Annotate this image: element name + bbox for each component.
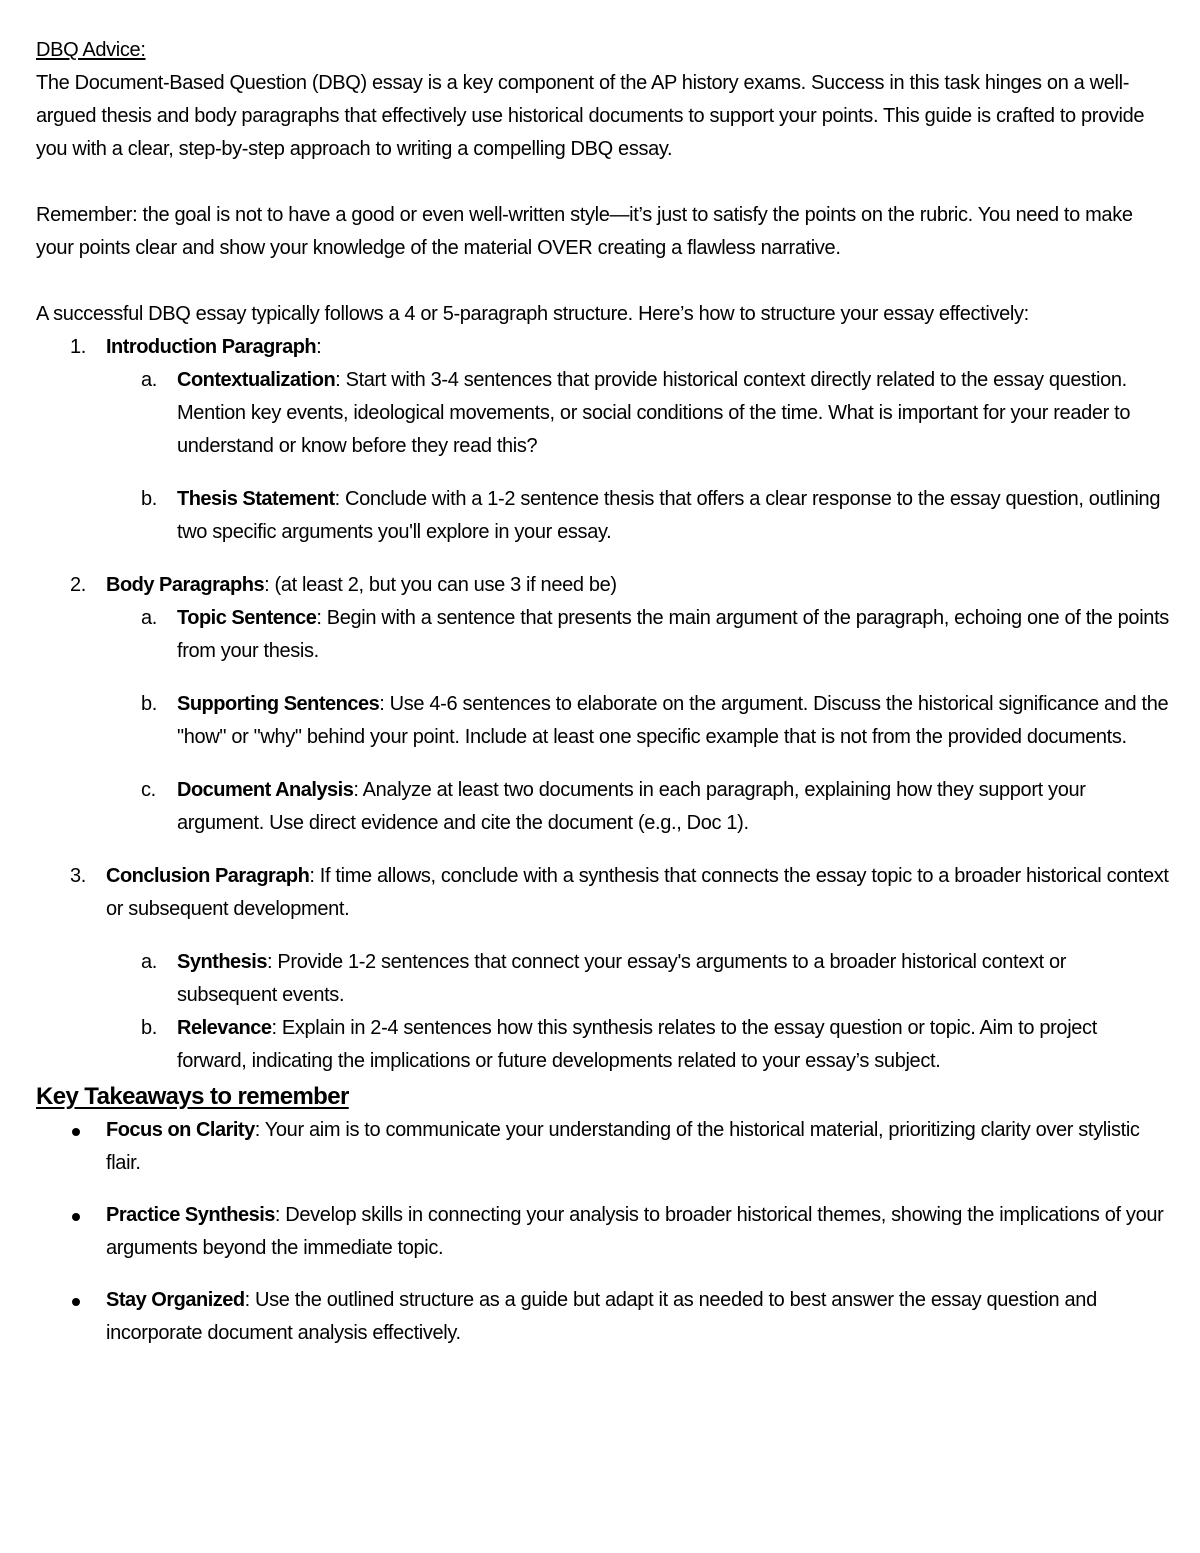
item-title: Contextualization [177, 369, 336, 391]
list-item [36, 602, 1170, 668]
list-item [36, 688, 1170, 754]
list-marker: c. [141, 779, 156, 801]
takeaway-item [36, 1114, 1170, 1180]
list-item [36, 946, 1170, 1012]
list-item [36, 483, 1170, 549]
list-marker: a. [141, 607, 157, 629]
takeaway-item [36, 1199, 1170, 1265]
item-title: Synthesis [177, 951, 267, 973]
section-title: Body Paragraphs [106, 574, 265, 596]
section-body-paragraphs [36, 569, 1170, 602]
item-text: : Start with 3-4 sentences that provide historical context directly related to the essay question. Mention key events, ideological movements, or social conditions of the time. What is important for your reader to understand or know before they read this? [177, 369, 1131, 457]
takeaway-text: : Your aim is to communicate your understanding of the historical material, prioritizing clarity over stylistic flair. [106, 1119, 1140, 1174]
list-item [36, 774, 1170, 840]
list-item [36, 1012, 1170, 1078]
takeaway-item [36, 1284, 1170, 1350]
section-conclusion [36, 860, 1170, 926]
item-text: : Conclude with a 1-2 sentence thesis that offers a clear response to the essay question, outlining two specific arguments you'll explore in your essay. [177, 488, 1161, 543]
item-title: Topic Sentence [177, 607, 317, 629]
list-marker: a. [141, 951, 157, 973]
item-title: Relevance [177, 1017, 272, 1039]
bullet-icon [72, 1128, 80, 1136]
list-marker: a. [141, 369, 157, 391]
section-introduction [36, 331, 1170, 364]
section-title: Introduction Paragraph [106, 336, 317, 358]
takeaways-heading: Key Takeaways to remember [36, 1083, 349, 1110]
list-marker: b. [141, 693, 157, 715]
list-marker: 1. [70, 336, 86, 358]
item-text: : Use 4-6 sentences to elaborate on the argument. Discuss the historical significance and the "how" or "why" behind your point. Include at least one specific example that is not from the provided documents. [177, 693, 1169, 748]
list-item [36, 364, 1170, 463]
item-title: Supporting Sentences [177, 693, 380, 715]
doc-title: DBQ Advice: [36, 39, 146, 61]
takeaway-text: : Develop skills in connecting your analysis to broader historical themes, showing the implications of your arguments beyond the immediate topic. [106, 1204, 1164, 1259]
list-marker: b. [141, 488, 157, 510]
section-text: : [316, 336, 322, 358]
remember-paragraph: Remember: the goal is not to have a good or even well-written style—it’s just to satisfy the points on the rubric. You need to make your points clear and show your knowledge of the material OVER creating a flawless narrative. [36, 204, 1133, 259]
item-text: : Analyze at least two documents in each paragraph, explaining how they support your argument. Use direct evidence and cite the document (e.g., Doc 1). [177, 779, 1086, 834]
takeaways-list [36, 1114, 1170, 1350]
bullet-icon [72, 1298, 80, 1306]
takeaway-title: Stay Organized [106, 1289, 245, 1311]
section-text: : If time allows, conclude with a synthesis that connects the essay topic to a broader historical context or subsequent development. [106, 865, 1169, 920]
structure-list [36, 331, 1170, 1078]
takeaway-text: : Use the outlined structure as a guide but adapt it as needed to best answer the essay question and incorporate document analysis effectively. [106, 1289, 1097, 1344]
list-marker: b. [141, 1017, 157, 1039]
takeaway-title: Practice Synthesis [106, 1204, 275, 1226]
item-text: : Explain in 2-4 sentences how this synthesis relates to the essay question or topic. Aim to project forward, indicating the implications or future developments related to your essay’s subject. [177, 1017, 1097, 1072]
item-title: Document Analysis [177, 779, 354, 801]
section-title: Conclusion Paragraph [106, 865, 310, 887]
bullet-icon [72, 1213, 80, 1221]
takeaway-title: Focus on Clarity [106, 1119, 255, 1141]
item-text: : Begin with a sentence that presents the main argument of the paragraph, echoing one of the points from your thesis. [177, 607, 1169, 662]
structure-intro-paragraph: A successful DBQ essay typically follows a 4 or 5-paragraph structure. Here’s how to structure your essay effectively: [36, 303, 1029, 325]
intro-paragraph: The Document-Based Question (DBQ) essay is a key component of the AP history exams. Success in this task hinges on a well-argued thesis and body paragraphs that effectively use historical documents to support your points. This guide is crafted to provide you with a clear, step-by-step approach to writing a compelling DBQ essay. [36, 72, 1145, 160]
item-text: : Provide 1-2 sentences that connect your essay's arguments to a broader historical context or subsequent events. [177, 951, 1067, 1006]
list-marker: 3. [70, 865, 86, 887]
section-text: : (at least 2, but you can use 3 if need be) [264, 574, 617, 596]
item-title: Thesis Statement [177, 488, 335, 510]
list-marker: 2. [70, 574, 86, 596]
